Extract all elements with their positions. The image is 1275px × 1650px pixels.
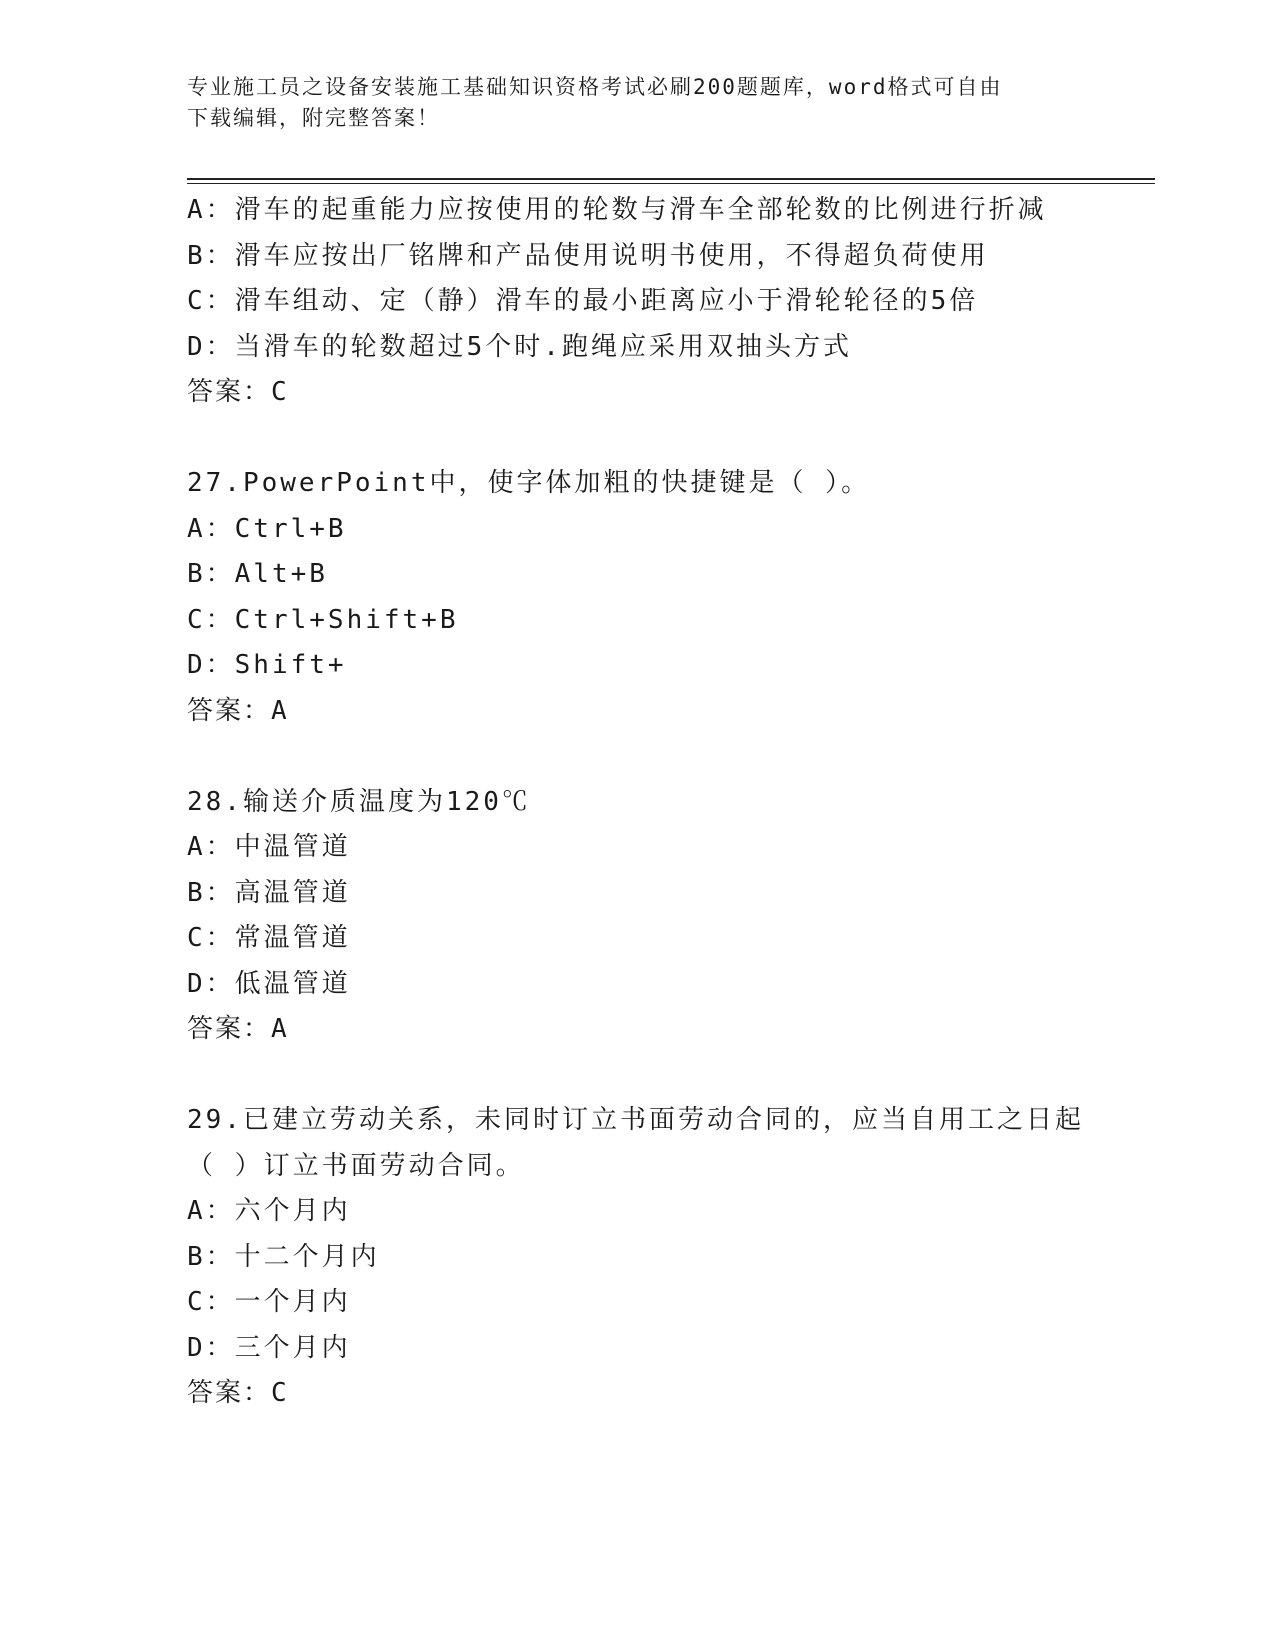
question-list bbox=[187, 188, 1155, 1417]
question-block-28 bbox=[187, 780, 1155, 1053]
question-stem-continued: （ ）订立书面劳动合同。 bbox=[187, 1150, 525, 1181]
option-b: B：高温管道 bbox=[187, 877, 351, 908]
answer: 答案：C bbox=[187, 1378, 289, 1408]
block-gap bbox=[187, 1053, 1155, 1099]
option-a: A：六个月内 bbox=[187, 1196, 351, 1226]
answer: 答案：C bbox=[187, 377, 289, 407]
question-stem: 27.PowerPoint中，使字体加粗的快捷键是（ ）。 bbox=[187, 468, 871, 498]
question-block-29 bbox=[187, 1098, 1155, 1417]
question-stem: 28.输送介质温度为120℃ bbox=[187, 786, 531, 817]
header-line-1: 专业施工员之设备安装施工基础知识资格考试必刷200题题库，word格式可自由 bbox=[187, 75, 1003, 99]
option-a: A：滑车的起重能力应按使用的轮数与滑车全部轮数的比例进行折减 bbox=[187, 195, 1047, 225]
block-gap bbox=[187, 734, 1155, 780]
header-line-2: 下载编辑，附完整答案！ bbox=[187, 106, 440, 130]
option-a: A：Ctrl+B bbox=[187, 513, 347, 544]
option-c: C：Ctrl+Shift+B bbox=[187, 604, 459, 635]
option-d: D：三个月内 bbox=[187, 1332, 351, 1363]
answer: 答案：A bbox=[187, 1014, 289, 1044]
option-d: D：低温管道 bbox=[187, 968, 351, 999]
option-b: B：十二个月内 bbox=[187, 1241, 380, 1272]
option-b: B：滑车应按出厂铭牌和产品使用说明书使用，不得超负荷使用 bbox=[187, 240, 989, 271]
option-a: A：中温管道 bbox=[187, 832, 351, 862]
question-block-27 bbox=[187, 461, 1155, 734]
option-c: C：常温管道 bbox=[187, 923, 351, 953]
option-b: B：Alt+B bbox=[187, 559, 328, 589]
header-divider-thin bbox=[187, 183, 1155, 184]
header-divider-thick bbox=[187, 178, 1155, 180]
question-block-26 bbox=[187, 188, 1155, 416]
option-d: D：Shift+ bbox=[187, 650, 347, 680]
question-stem: 29.已建立劳动关系，未同时订立书面劳动合同的，应当自用工之日起 bbox=[187, 1105, 1084, 1135]
option-d: D：当滑车的轮数超过5个时.跑绳应采用双抽头方式 bbox=[187, 331, 852, 362]
block-gap bbox=[187, 416, 1155, 462]
option-c: C：滑车组动、定（静）滑车的最小距离应小于滑轮轮径的5倍 bbox=[187, 286, 979, 316]
option-c: C：一个月内 bbox=[187, 1287, 351, 1317]
answer: 答案：A bbox=[187, 695, 289, 726]
document-header bbox=[187, 72, 1087, 134]
